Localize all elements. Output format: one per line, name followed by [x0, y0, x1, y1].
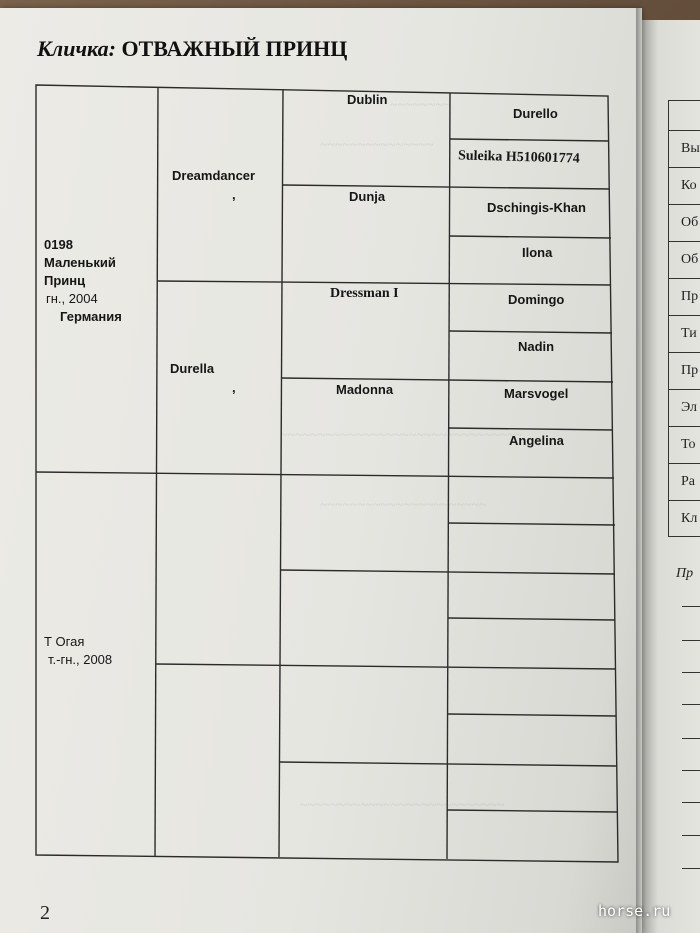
- sire-comma: ,: [232, 187, 236, 202]
- row-divider-gen4: [448, 618, 615, 620]
- dam-info: [44, 633, 112, 669]
- bleed-through-text: ~~~~~~~~~~~~~~~~~~~~~~~~~~~: [300, 798, 505, 813]
- dam-birth: т.-гн., 2008: [48, 651, 113, 667]
- facing-page-cell: Ти: [668, 315, 700, 352]
- great-grandparent-1: Durello: [513, 106, 558, 121]
- row-divider-gen4: [449, 331, 612, 333]
- subject-name-line2: Принц: [44, 272, 86, 288]
- grandparent-3: Dressman I: [330, 286, 399, 301]
- grandparent-1: Dublin: [347, 92, 388, 107]
- horse-name: ОТВАЖНЫЙ ПРИНЦ: [121, 36, 348, 61]
- facing-page-rule: [682, 738, 700, 739]
- row-divider-gen2: [156, 664, 616, 669]
- subject-number: 0198: [44, 237, 73, 252]
- bleed-through-text: ~~~~~~~~~~~~~~~: [320, 138, 434, 153]
- dam-name: Т Огая: [44, 634, 85, 649]
- facing-page-rule: [682, 770, 700, 771]
- great-grandparent-2: Suleika H510601774: [457, 148, 580, 167]
- great-grandparent-4: Ilona: [522, 245, 553, 260]
- facing-page-cell: Кл: [668, 500, 700, 537]
- row-divider-gen3: [283, 185, 610, 189]
- facing-page-rule: [682, 802, 700, 803]
- facing-page-rule: [682, 835, 700, 836]
- subject-info: [44, 236, 122, 326]
- row-divider-gen2: [158, 281, 611, 285]
- great-grandparent-3: Dschingis-Khan: [487, 200, 586, 215]
- great-grandparent-8: Angelina: [509, 433, 564, 448]
- bleed-through-text: ~~~~~~~~: [390, 98, 451, 113]
- facing-page-cell: То: [668, 426, 700, 463]
- row-divider-gen4: [447, 810, 617, 812]
- title-label: Кличка:: [37, 36, 116, 61]
- facing-page-rule: [682, 640, 700, 641]
- facing-page-cell: [668, 100, 700, 130]
- subject-birth: гн., 2004: [46, 290, 98, 306]
- row-divider-gen1: [36, 472, 614, 478]
- dam-parent-name: Durella: [170, 361, 215, 376]
- facing-page-cell: Ко: [668, 167, 700, 204]
- watermark: horse.ru: [598, 902, 671, 920]
- great-grandparent-7: Marsvogel: [504, 386, 569, 401]
- great-grandparent-6: Nadin: [518, 339, 555, 354]
- column-divider: [155, 87, 158, 856]
- facing-page-rule: [682, 868, 700, 869]
- grandparent-4: Madonna: [336, 382, 394, 397]
- facing-page-cell: Пр: [668, 278, 700, 315]
- bleed-through-text: ~~~~~~~~~~~~~~~~~~~~~~~~~~~~~~~~: [280, 428, 523, 443]
- facing-page-cell: Эл: [668, 389, 700, 426]
- facing-page-cell: Об: [668, 204, 700, 241]
- sire-name: Dreamdancer: [172, 168, 256, 183]
- grandparent-2: Dunja: [349, 189, 386, 204]
- bleed-through-text: ~~~~~~~~~~~~~~~~~~~~~~: [320, 498, 487, 513]
- facing-page-rule: [682, 606, 700, 607]
- facing-page-cell: Ра: [668, 463, 700, 500]
- page-number: 2: [40, 902, 50, 924]
- facing-page-cell: Вы: [668, 130, 700, 167]
- facing-page-rule: [682, 672, 700, 673]
- subject-country: Германия: [60, 308, 122, 324]
- row-divider-gen4: [447, 714, 616, 716]
- subject-name-line1: Маленький: [44, 254, 116, 270]
- facing-page-heading: Пр: [676, 566, 694, 581]
- facing-page-cell: Об: [668, 241, 700, 278]
- row-divider-gen3: [281, 378, 613, 382]
- facing-page-cell: Пр: [668, 352, 700, 389]
- row-divider-gen4: [449, 236, 611, 238]
- row-divider-gen4: [450, 139, 609, 141]
- column-divider: [279, 89, 283, 857]
- great-grandparent-5: Domingo: [508, 292, 565, 307]
- row-divider-gen4: [448, 523, 615, 525]
- dam-parent-comma: ,: [232, 380, 236, 395]
- row-divider-gen4: [448, 428, 613, 430]
- facing-page-table: [668, 100, 700, 537]
- facing-page-rule: [682, 704, 700, 705]
